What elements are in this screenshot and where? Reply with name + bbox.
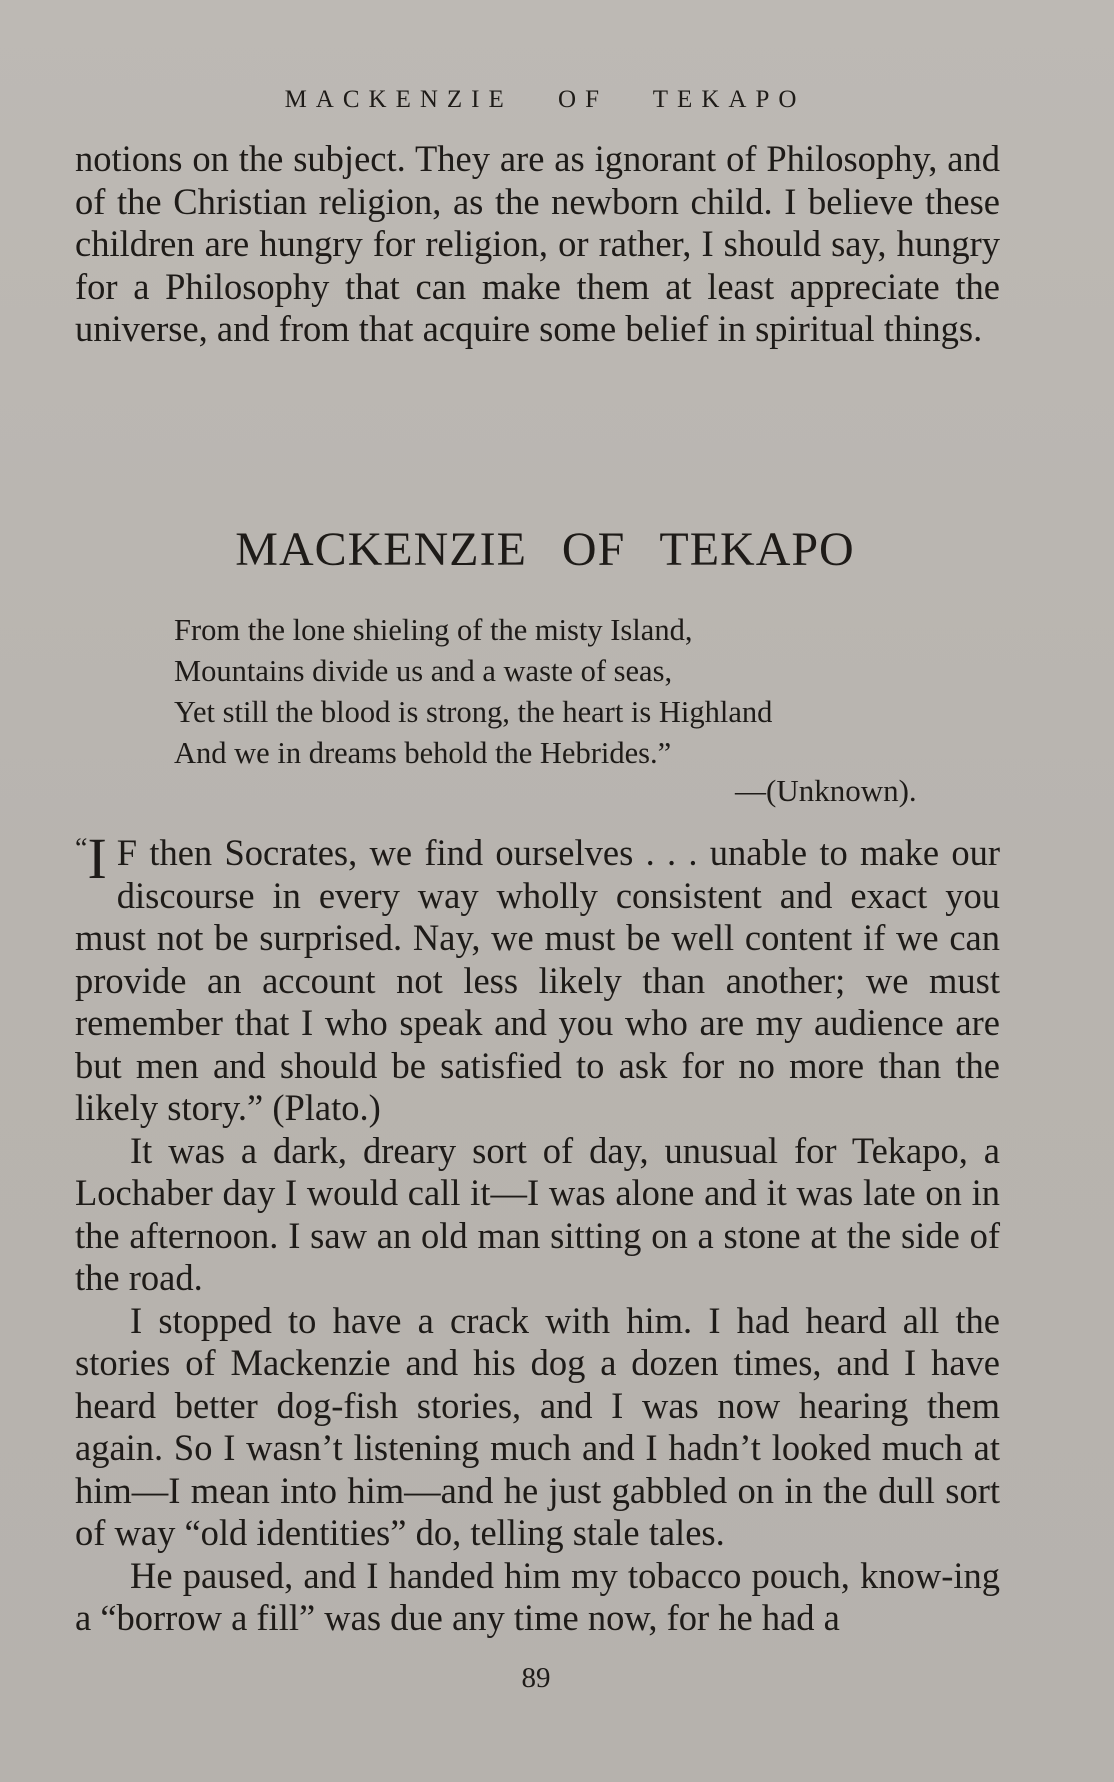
epigraph-line: Yet still the blood is strong, the heart is Highland: [174, 695, 773, 729]
opening-quote-mark: “: [75, 833, 88, 864]
opening-paragraph: [75, 826, 1000, 1130]
epigraph-line: And we in dreams behold the Hebrides.”: [174, 736, 672, 770]
body-paragraph: He paused, and I handed him my tobacco pouch, know-ing a “borrow a fill” was due any time now, for he had a: [75, 1554, 1000, 1638]
continued-paragraph: notions on the subject. They are as ignorant of Philosophy, and of the Christian religion, as the newborn child. I believe these children are hungry for religion, or rather, I should say, hungry for a Philosophy that can make them at least appreciate the universe, and from that acquire some belief in spiritual things.: [75, 138, 1000, 349]
epigraph-line: From the lone shieling of the misty Island,: [174, 613, 693, 647]
page-number: 89: [521, 1662, 551, 1694]
opening-section: [75, 826, 1000, 1640]
body-paragraph: It was a dark, dreary sort of day, unusual for Tekapo, a Lochaber day I would call it—I was alone and it was late on in the afternoon. I saw an old man sitting on a stone at the side of the road.: [75, 1129, 1000, 1298]
body-paragraph: I stopped to have a crack with him. I had heard all the stories of Mackenzie and his dog a dozen times, and I have heard better dog-fish stories, and I was now hearing them again. So I wasn’t listening much and I hadn’t looked much at him—I mean into him—and he just gabbled on in the dull sort of way “old identities” do, telling stale tales.: [75, 1299, 1000, 1553]
drop-cap-block: [75, 826, 107, 891]
opening-text: F then Socrates, we find ourselves . . . unable to make our discourse in every way wholly consistent and exact you must not be surprised. Nay, we must be well content if we can provide an account not less likely than another; we must remember that I who speak and you who are my audience are but men and should be satisfied to ask for no more than the likely story.” (Plato.): [75, 832, 1000, 1128]
drop-cap: I: [87, 826, 107, 891]
running-head: MACKENZIE OF TEKAPO: [284, 86, 806, 113]
epigraph: [174, 610, 772, 774]
epigraph-attribution: —(Unknown).: [735, 773, 917, 808]
chapter-title: MACKENZIE OF TEKAPO: [235, 523, 855, 576]
epigraph-line: Mountains divide us and a waste of seas,: [174, 654, 673, 688]
